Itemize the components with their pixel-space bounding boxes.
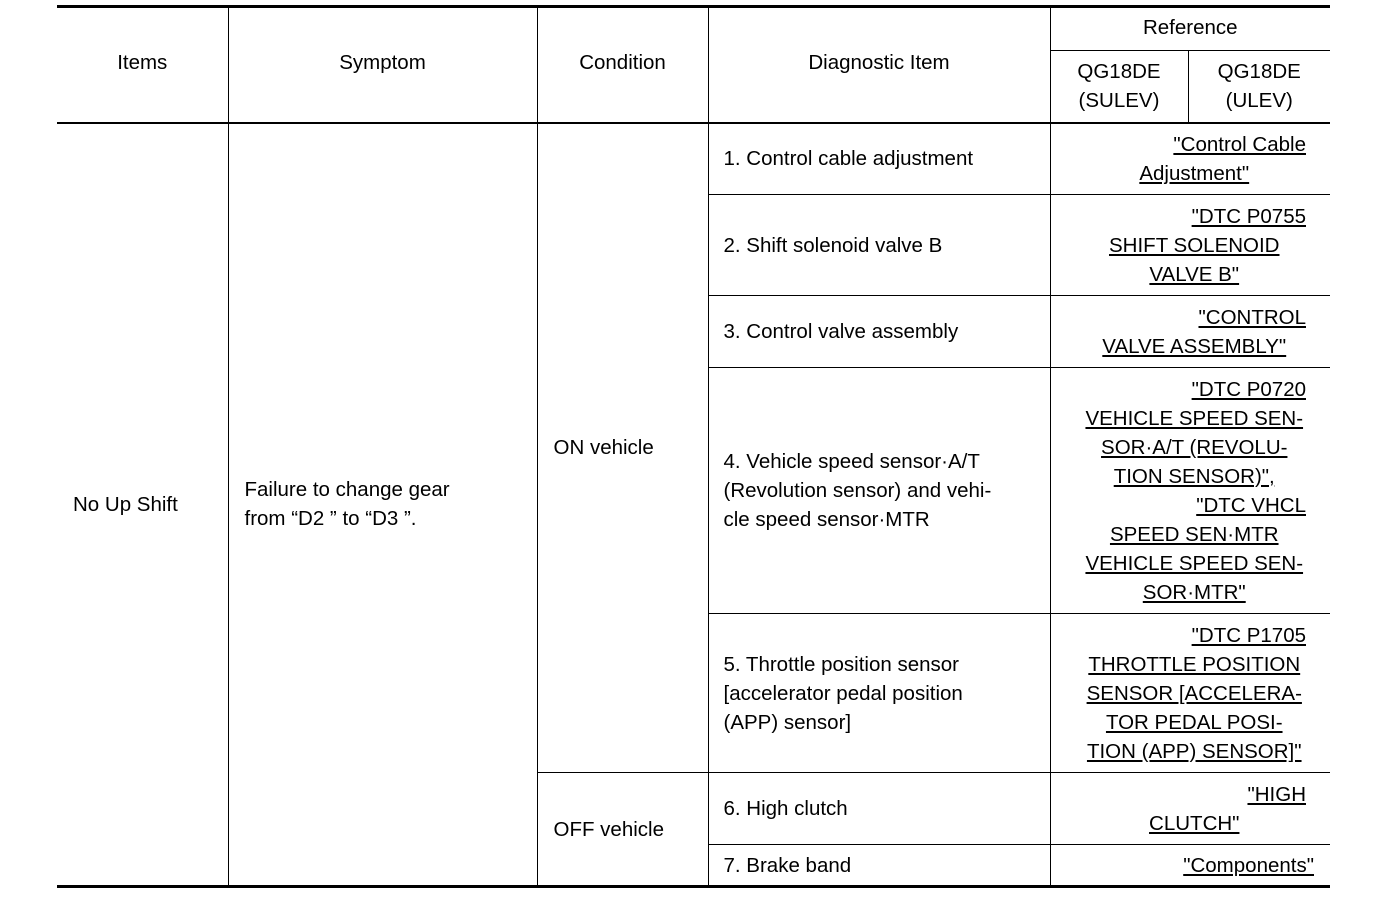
ref-link[interactable]: VEHICLE SPEED SEN- (1085, 406, 1304, 430)
ref-link[interactable]: SPEED SEN·MTR (1109, 522, 1279, 546)
diag-item-cell (708, 845, 1050, 887)
ref-link[interactable]: VEHICLE SPEED SEN- (1085, 551, 1304, 575)
symptom-line1: Failure to change gear (244, 478, 450, 502)
ref-link[interactable]: VALVE ASSEMBLY" (1102, 334, 1287, 358)
ref-link[interactable]: "DTC P0720 (1191, 377, 1306, 401)
header-items (57, 7, 228, 123)
ref-link[interactable]: "Components" (1183, 853, 1314, 877)
diag-item-cell (708, 296, 1050, 368)
ref-link[interactable]: THROTTLE POSITION (1088, 652, 1301, 676)
header-ref-ulev-line2: (ULEV) (1225, 89, 1293, 113)
diag-line: 1. Control cable adjustment (723, 147, 974, 171)
header-symptom (228, 7, 537, 123)
diag-item-cell (708, 614, 1050, 773)
header-condition-label: Condition (579, 51, 666, 74)
ref-link[interactable]: Adjustment" (1139, 161, 1250, 185)
diag-line: [accelerator pedal position (723, 681, 963, 705)
ref-cell (1050, 195, 1330, 296)
ref-link[interactable]: SENSOR [ACCELERA- (1086, 681, 1302, 705)
ref-link[interactable]: VALVE B" (1149, 262, 1240, 286)
diag-line: (Revolution sensor) and vehi- (723, 479, 992, 502)
ref-cell (1050, 614, 1330, 773)
diag-line: 7. Brake band (723, 853, 852, 877)
header-symptom-label: Symptom (339, 51, 426, 74)
diag-item-cell (708, 773, 1050, 845)
header-diagnostic-item-label: Diagnostic Item (808, 51, 950, 74)
diag-line: 2. Shift solenoid valve B (723, 233, 943, 257)
ref-cell (1050, 123, 1330, 195)
diag-line: (APP) sensor] (723, 710, 852, 734)
diag-item-cell (708, 368, 1050, 614)
ref-link[interactable]: TOR PEDAL POSI- (1105, 710, 1283, 734)
ref-link[interactable]: CLUTCH" (1149, 811, 1240, 835)
diag-line: 3. Control valve assembly (723, 320, 959, 343)
symptom-cell (228, 123, 537, 887)
ref-link[interactable]: "DTC P0755 (1191, 204, 1306, 228)
ref-link[interactable]: "DTC VHCL (1196, 493, 1306, 517)
header-ref-sulev (1050, 51, 1188, 123)
item-name: No Up Shift (73, 492, 178, 516)
diagnosis-table (57, 5, 1330, 888)
ref-cell (1050, 773, 1330, 845)
ref-link[interactable]: TION SENSOR)", (1113, 464, 1275, 488)
header-row (57, 7, 1330, 51)
header-reference (1050, 7, 1330, 51)
diag-line: 4. Vehicle speed sensor·A/T (723, 450, 980, 473)
header-ref-ulev-line1: QG18DE (1217, 60, 1301, 84)
ref-link[interactable]: SOR·A/T (REVOLU- (1101, 435, 1288, 459)
ref-cell (1050, 296, 1330, 368)
condition-off-label: OFF vehicle (553, 817, 664, 841)
table-row (57, 123, 1330, 195)
condition-on-cell (537, 123, 708, 773)
diag-item-cell (708, 123, 1050, 195)
header-ref-sulev-line2: (SULEV) (1078, 89, 1160, 113)
header-condition (537, 7, 708, 123)
header-reference-label: Reference (1142, 16, 1238, 39)
ref-link[interactable]: SOR·MTR" (1142, 580, 1246, 604)
ref-link[interactable]: TION (APP) SENSOR]" (1086, 739, 1302, 763)
ref-cell (1050, 368, 1330, 614)
ref-link[interactable]: "CONTROL (1198, 305, 1306, 329)
condition-off-cell (537, 773, 708, 887)
condition-on-label: ON vehicle (553, 436, 654, 460)
item-cell (57, 123, 228, 887)
header-items-label: Items (117, 51, 168, 74)
diag-line: 5. Throttle position sensor (723, 652, 959, 676)
header-ref-ulev (1188, 51, 1330, 123)
diag-item-cell (708, 195, 1050, 296)
ref-cell (1050, 845, 1330, 887)
header-ref-sulev-line1: QG18DE (1077, 60, 1161, 84)
diag-line: cle speed sensor·MTR (723, 508, 930, 531)
ref-link[interactable]: "HIGH (1247, 782, 1306, 806)
header-diagnostic-item (708, 7, 1050, 123)
ref-link[interactable]: SHIFT SOLENOID (1109, 233, 1280, 257)
symptom-line2: from “D2 ” to “D3 ”. (244, 507, 417, 531)
ref-link[interactable]: "Control Cable (1173, 132, 1306, 156)
diag-line: 6. High clutch (723, 797, 848, 820)
ref-link[interactable]: "DTC P1705 (1191, 623, 1306, 647)
